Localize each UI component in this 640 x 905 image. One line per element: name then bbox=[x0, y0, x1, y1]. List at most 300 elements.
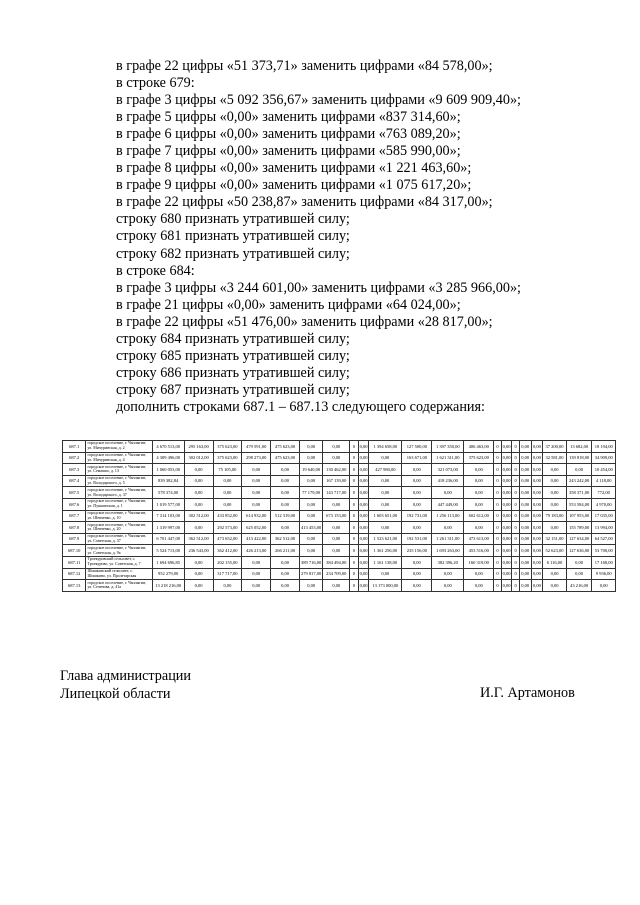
amendment-line: в графе 22 цифры «50 238,87» заменить цифрами «84 317,00»; bbox=[116, 194, 493, 211]
value-cell: 0 bbox=[350, 568, 359, 580]
value-cell: 1 394 658,00 bbox=[369, 441, 402, 453]
value-cell: 0,00 bbox=[358, 556, 369, 568]
value-cell: 0 bbox=[512, 464, 519, 476]
value-cell: 0,00 bbox=[358, 498, 369, 510]
value-cell: 0 bbox=[350, 533, 359, 545]
value-cell: 0,00 bbox=[358, 533, 369, 545]
value-cell: 43 216,00 bbox=[566, 580, 592, 592]
value-cell: 0 bbox=[350, 487, 359, 499]
value-cell: 0,00 bbox=[519, 510, 531, 522]
value-cell: 614 932,00 bbox=[242, 510, 271, 522]
amendment-line: строку 681 признать утратившей силу; bbox=[116, 228, 350, 245]
value-cell: 0,00 bbox=[323, 522, 350, 534]
value-cell: 0,00 bbox=[323, 498, 350, 510]
value-cell: 0,00 bbox=[299, 475, 322, 487]
value-cell: 17 168,00 bbox=[592, 556, 616, 568]
value-cell: 0,00 bbox=[299, 580, 322, 592]
value-cell: 0,00 bbox=[543, 475, 566, 487]
value-cell: 0,00 bbox=[531, 568, 543, 580]
amendment-text bbox=[116, 58, 616, 416]
value-cell: 0,00 bbox=[358, 475, 369, 487]
amendment-line: в графе 5 цифры «0,00» заменить цифрами «837 314,60»; bbox=[116, 109, 461, 126]
amendment-line: в строке 679: bbox=[116, 75, 195, 92]
value-cell: 0,00 bbox=[432, 522, 464, 534]
value-cell: 13 218 216,00 bbox=[152, 580, 184, 592]
amendment-line: в графе 22 цифры «51 476,00» заменить цифрами «28 817,00»; bbox=[116, 313, 493, 330]
value-cell: 0,00 bbox=[501, 545, 512, 557]
value-cell: 0,00 bbox=[242, 556, 271, 568]
row-number-cell: 687.3 bbox=[63, 464, 86, 476]
value-cell: 839 382,84 bbox=[152, 475, 184, 487]
value-cell: 1 019 577,00 bbox=[152, 498, 184, 510]
address-cell: Троекуровский сельсовет, с. Троекурово, ул. Советская, д. 7 bbox=[86, 556, 152, 568]
table-row bbox=[63, 498, 616, 510]
value-cell: 292 573,00 bbox=[213, 522, 242, 534]
value-cell: 9 936,00 bbox=[592, 568, 616, 580]
value-cell: 0,00 bbox=[358, 464, 369, 476]
value-cell: 0,00 bbox=[501, 556, 512, 568]
value-cell: 234 709,00 bbox=[323, 568, 350, 580]
value-cell: 0 bbox=[494, 510, 501, 522]
value-cell: 0,00 bbox=[271, 475, 300, 487]
value-cell: 0,00 bbox=[501, 441, 512, 453]
value-cell: 0,00 bbox=[501, 452, 512, 464]
amendment-line: в графе 6 цифры «0,00» заменить цифрами «763 089,20»; bbox=[116, 126, 461, 143]
value-cell: 0,00 bbox=[566, 556, 592, 568]
value-cell: 0,00 bbox=[531, 475, 543, 487]
value-cell: 0,00 bbox=[271, 487, 300, 499]
value-cell: 427 980,00 bbox=[369, 464, 402, 476]
value-cell: 0,00 bbox=[184, 580, 213, 592]
value-cell: 0,00 bbox=[501, 580, 512, 592]
value-cell: 0,00 bbox=[299, 545, 322, 557]
value-cell: 0,00 bbox=[271, 464, 300, 476]
amendment-line: строку 680 признать утратившей силу; bbox=[116, 211, 350, 228]
value-cell: 79 183,00 bbox=[543, 510, 566, 522]
value-cell: 0 bbox=[494, 475, 501, 487]
value-cell: 0,00 bbox=[369, 568, 402, 580]
value-cell: 0,00 bbox=[519, 556, 531, 568]
row-number-cell: 687.1 bbox=[63, 441, 86, 453]
value-cell: 4 670 513,00 bbox=[152, 441, 184, 453]
signature-position-line2: Липецкой области bbox=[60, 685, 171, 702]
value-cell: 0,00 bbox=[531, 545, 543, 557]
amendment-line: дополнить строками 687.1 – 687.13 следующего содержания: bbox=[116, 398, 485, 415]
value-cell: 426 213,00 bbox=[242, 545, 271, 557]
value-cell: 77 179,00 bbox=[299, 487, 322, 499]
value-cell: 0,00 bbox=[184, 522, 213, 534]
value-cell: 236 543,00 bbox=[184, 545, 213, 557]
value-cell: 0 bbox=[512, 441, 519, 453]
value-cell: 143 717,00 bbox=[323, 487, 350, 499]
value-cell: 0,00 bbox=[531, 498, 543, 510]
value-cell: 1 621 311,00 bbox=[432, 452, 464, 464]
address-cell: городское поселение, г. Чаплыгин, ул. Шевченко, д. 10 bbox=[86, 510, 152, 522]
value-cell: 0 bbox=[350, 464, 359, 476]
value-cell: 0,00 bbox=[242, 568, 271, 580]
amendment-line: строку 687 признать утратившей силу; bbox=[116, 381, 350, 398]
value-cell: 0,00 bbox=[501, 568, 512, 580]
value-cell: 0 bbox=[350, 580, 359, 592]
value-cell: 0,00 bbox=[501, 510, 512, 522]
value-cell: 0,00 bbox=[323, 545, 350, 557]
value-cell: 37 200,00 bbox=[543, 441, 566, 453]
value-cell: 5 524 713,00 bbox=[152, 545, 184, 557]
value-cell: 0,00 bbox=[592, 580, 616, 592]
value-cell: 0,00 bbox=[323, 452, 350, 464]
value-cell: 0,00 bbox=[369, 487, 402, 499]
value-cell: 130 462,00 bbox=[323, 464, 350, 476]
value-cell: 0,00 bbox=[271, 498, 300, 510]
value-cell: 13 994,00 bbox=[592, 522, 616, 534]
value-cell: 475 623,00 bbox=[271, 441, 300, 453]
amendment-line: в графе 9 цифры «0,00» заменить цифрами «1 075 617,20»; bbox=[116, 177, 472, 194]
value-cell: 10 454,00 bbox=[592, 464, 616, 476]
address-cell: городское поселение, г. Чаплыгин, ул. Сеченова, д. 41а bbox=[86, 580, 152, 592]
value-cell: 127 634,00 bbox=[566, 533, 592, 545]
value-cell: 13 682,00 bbox=[566, 441, 592, 453]
table-row bbox=[63, 522, 616, 534]
value-cell: 0,00 bbox=[543, 568, 566, 580]
value-cell: 625 052,00 bbox=[242, 522, 271, 534]
value-cell: 0,00 bbox=[519, 522, 531, 534]
value-cell: 0,00 bbox=[501, 475, 512, 487]
value-cell: 1 319 997,00 bbox=[152, 522, 184, 534]
value-cell: 362 412,00 bbox=[213, 545, 242, 557]
value-cell: 155 789,00 bbox=[566, 522, 592, 534]
row-number-cell: 687.10 bbox=[63, 545, 86, 557]
value-cell: 0,00 bbox=[519, 498, 531, 510]
value-cell: 479 591,00 bbox=[242, 441, 271, 453]
value-cell: 0,00 bbox=[531, 533, 543, 545]
value-cell: 1 361 256,00 bbox=[369, 545, 402, 557]
value-cell: 1 694 696,85 bbox=[152, 556, 184, 568]
value-cell: 0,00 bbox=[519, 568, 531, 580]
value-cell: 0 bbox=[494, 487, 501, 499]
value-cell: 0,00 bbox=[519, 452, 531, 464]
value-cell: 0,00 bbox=[531, 452, 543, 464]
value-cell: 0,00 bbox=[566, 568, 592, 580]
amendment-line: в графе 22 цифры «51 373,71» заменить цифрами «84 578,00»; bbox=[116, 58, 493, 74]
value-cell: 0,00 bbox=[501, 487, 512, 499]
value-cell: 0 bbox=[512, 545, 519, 557]
value-cell: 0,00 bbox=[299, 452, 322, 464]
value-cell: 406 463,00 bbox=[464, 441, 494, 453]
value-cell: 0,00 bbox=[358, 580, 369, 592]
value-cell: 6 116,00 bbox=[543, 556, 566, 568]
value-cell: 0,00 bbox=[358, 452, 369, 464]
table-row bbox=[63, 464, 616, 476]
value-cell: 75 105,00 bbox=[213, 464, 242, 476]
row-number-cell: 687.9 bbox=[63, 533, 86, 545]
value-cell: 0,00 bbox=[531, 556, 543, 568]
value-cell: 163 671,00 bbox=[402, 452, 432, 464]
value-cell: 0,00 bbox=[501, 498, 512, 510]
table-row bbox=[63, 545, 616, 557]
value-cell: 0 bbox=[350, 452, 359, 464]
value-cell: 127 500,00 bbox=[402, 441, 432, 453]
value-cell: 1 060 053,00 bbox=[152, 464, 184, 476]
amendment-line: в строке 684: bbox=[116, 262, 195, 279]
value-cell: 0,00 bbox=[543, 498, 566, 510]
address-cell: городское поселение, г. Чаплыгин, ул. Володарского, д. 5 bbox=[86, 475, 152, 487]
value-cell: 362 512,00 bbox=[271, 533, 300, 545]
address-cell: Шишкинский сельсовет, с. Шишкино, ул. Пролетарская bbox=[86, 568, 152, 580]
value-cell: 0,00 bbox=[213, 487, 242, 499]
value-cell: 475 623,00 bbox=[271, 452, 300, 464]
value-cell: 0 bbox=[350, 556, 359, 568]
signature-position-line1: Глава администрации bbox=[60, 668, 191, 684]
row-number-cell: 687.13 bbox=[63, 580, 86, 592]
value-cell: 0,00 bbox=[358, 441, 369, 453]
value-cell: 32 151,00 bbox=[543, 533, 566, 545]
value-cell: 0,00 bbox=[531, 522, 543, 534]
value-cell: 13 173 000,00 bbox=[369, 580, 402, 592]
value-cell: 192 531,00 bbox=[402, 533, 432, 545]
value-cell: 0 bbox=[494, 556, 501, 568]
value-cell: 0 bbox=[494, 522, 501, 534]
value-cell: 1 397 350,00 bbox=[432, 441, 464, 453]
value-cell: 0,00 bbox=[358, 487, 369, 499]
value-cell: 0,00 bbox=[358, 510, 369, 522]
signature-position bbox=[60, 668, 191, 703]
value-cell: 0,00 bbox=[184, 498, 213, 510]
amendment-line: в графе 21 цифры «0,00» заменить цифрами «64 024,00»; bbox=[116, 296, 461, 313]
value-cell: 298 273,00 bbox=[242, 452, 271, 464]
value-cell: 0,00 bbox=[519, 487, 531, 499]
value-cell: 34 909,00 bbox=[592, 452, 616, 464]
value-cell: 0,00 bbox=[184, 487, 213, 499]
value-cell: 302 012,00 bbox=[184, 452, 213, 464]
value-cell: 0,00 bbox=[369, 452, 402, 464]
value-cell: 0,00 bbox=[402, 498, 432, 510]
value-cell: 317 717,00 bbox=[213, 568, 242, 580]
address-cell: городское поселение, г. Чаплыгин, ул. Володарского, д. 37 bbox=[86, 487, 152, 499]
value-cell: 0,00 bbox=[184, 475, 213, 487]
value-cell: 0 bbox=[512, 533, 519, 545]
value-cell: 0,00 bbox=[519, 580, 531, 592]
table-row bbox=[63, 441, 616, 453]
address-cell: городское поселение, г. Чаплыгин, ул. Мичуринская, д. 2 bbox=[86, 441, 152, 453]
table-row bbox=[63, 487, 616, 499]
value-cell: 0 bbox=[494, 533, 501, 545]
value-cell: 0,00 bbox=[242, 498, 271, 510]
value-cell: 0,00 bbox=[369, 475, 402, 487]
value-cell: 0,00 bbox=[299, 441, 322, 453]
value-cell: 413 453,00 bbox=[299, 522, 322, 534]
value-cell: 4 118,00 bbox=[592, 475, 616, 487]
value-cell: 0,00 bbox=[184, 568, 213, 580]
table-row bbox=[63, 452, 616, 464]
value-cell: 0,00 bbox=[213, 580, 242, 592]
value-cell: 0,00 bbox=[464, 522, 494, 534]
amendment-line: строку 684 признать утратившей силу; bbox=[116, 330, 350, 347]
value-cell: 0,00 bbox=[464, 580, 494, 592]
value-cell: 0,00 bbox=[358, 568, 369, 580]
value-cell: 433 852,00 bbox=[213, 510, 242, 522]
value-cell: 0,00 bbox=[464, 475, 494, 487]
value-cell: 0,00 bbox=[271, 556, 300, 568]
value-cell: 0,00 bbox=[242, 464, 271, 476]
amendment-line: в графе 7 цифры «0,00» заменить цифрами «585 990,00»; bbox=[116, 143, 461, 160]
table-row bbox=[63, 580, 616, 592]
value-cell: 0,00 bbox=[242, 475, 271, 487]
value-cell: 0,00 bbox=[464, 464, 494, 476]
row-number-cell: 687.4 bbox=[63, 475, 86, 487]
value-cell: 139 818,00 bbox=[566, 452, 592, 464]
data-table-wrapper bbox=[62, 440, 616, 592]
value-cell: 0,00 bbox=[464, 568, 494, 580]
row-number-cell: 687.7 bbox=[63, 510, 86, 522]
value-cell: 382 396,20 bbox=[432, 556, 464, 568]
address-cell: городское поселение, г. Чаплыгин, ул. Пушкинская, д. 1 bbox=[86, 498, 152, 510]
value-cell: 384 494,00 bbox=[323, 556, 350, 568]
value-cell: 0 bbox=[494, 545, 501, 557]
address-cell: городское поселение, г. Чаплыгин, ул. Мичуринская, д. 4 bbox=[86, 452, 152, 464]
value-cell: 0 bbox=[494, 441, 501, 453]
value-cell: 0,00 bbox=[299, 510, 322, 522]
value-cell: 0,00 bbox=[501, 533, 512, 545]
value-cell: 0 bbox=[512, 580, 519, 592]
address-cell: городское поселение, г. Чаплыгин, ул. Семашко, д. 13 bbox=[86, 464, 152, 476]
value-cell: 0,00 bbox=[402, 556, 432, 568]
value-cell: 0,00 bbox=[432, 580, 464, 592]
value-cell: 0,00 bbox=[358, 545, 369, 557]
value-cell: 0,00 bbox=[543, 522, 566, 534]
value-cell: 19 640,00 bbox=[299, 464, 322, 476]
table-row bbox=[63, 475, 616, 487]
value-cell: 127 636,00 bbox=[566, 545, 592, 557]
value-cell: 0 bbox=[350, 475, 359, 487]
value-cell: 18 194,00 bbox=[592, 441, 616, 453]
value-cell: 0,00 bbox=[543, 464, 566, 476]
address-cell: городское поселение, г. Чаплыгин, ул. Советская, д. 37 bbox=[86, 533, 152, 545]
value-cell: 1 161 138,00 bbox=[369, 556, 402, 568]
value-cell: 4 309 496,00 bbox=[152, 452, 184, 464]
value-cell: 0,00 bbox=[213, 475, 242, 487]
value-cell: 512 319,00 bbox=[271, 510, 300, 522]
value-cell: 375 623,00 bbox=[213, 441, 242, 453]
value-cell: 302 512,00 bbox=[184, 510, 213, 522]
address-cell: городское поселение, г. Чаплыгин, ул. Шевченко, д. 20 bbox=[86, 522, 152, 534]
value-cell: 243 242,00 bbox=[566, 475, 592, 487]
value-cell: 192 731,00 bbox=[402, 510, 432, 522]
value-cell: 0,00 bbox=[184, 556, 213, 568]
value-cell: 0,00 bbox=[402, 568, 432, 580]
value-cell: 7 314 103,00 bbox=[152, 510, 184, 522]
value-cell: 0,00 bbox=[402, 475, 432, 487]
value-cell: 1 261 311,00 bbox=[432, 533, 464, 545]
value-cell: 0 bbox=[512, 487, 519, 499]
value-cell: 0,00 bbox=[402, 580, 432, 592]
value-cell: 358 371,00 bbox=[566, 487, 592, 499]
value-cell: 0 bbox=[512, 475, 519, 487]
value-cell: 0,00 bbox=[402, 464, 432, 476]
value-cell: 0 bbox=[512, 568, 519, 580]
value-cell: 0,00 bbox=[432, 568, 464, 580]
value-cell: 0,00 bbox=[369, 522, 402, 534]
value-cell: 0,00 bbox=[299, 498, 322, 510]
value-cell: 0,00 bbox=[369, 498, 402, 510]
value-cell: 0,00 bbox=[464, 498, 494, 510]
value-cell: 321 073,00 bbox=[432, 464, 464, 476]
amendment-line: в графе 3 цифры «3 244 601,00» заменить цифрами «3 285 966,00»; bbox=[116, 279, 521, 296]
value-cell: 0,00 bbox=[242, 580, 271, 592]
value-cell: 0,00 bbox=[519, 475, 531, 487]
value-cell: 53 700,00 bbox=[592, 545, 616, 557]
value-cell: 0 bbox=[494, 498, 501, 510]
value-cell: 0,00 bbox=[358, 522, 369, 534]
amendment-line: в графе 8 цифры «0,00» заменить цифрами «1 221 463,60»; bbox=[116, 160, 472, 177]
value-cell: 0,00 bbox=[543, 487, 566, 499]
value-cell: 32 581,00 bbox=[543, 452, 566, 464]
value-cell: 0 bbox=[350, 441, 359, 453]
value-cell: 17 035,00 bbox=[592, 510, 616, 522]
value-cell: 0 bbox=[512, 522, 519, 534]
value-cell: 0,00 bbox=[543, 580, 566, 592]
value-cell: 1 603 651,00 bbox=[369, 510, 402, 522]
row-number-cell: 687.6 bbox=[63, 498, 86, 510]
table-row bbox=[63, 510, 616, 522]
value-cell: 0 bbox=[350, 545, 359, 557]
value-cell: 0,00 bbox=[464, 487, 494, 499]
value-cell: 52 623,00 bbox=[543, 545, 566, 557]
value-cell: 553 584,00 bbox=[566, 498, 592, 510]
value-cell: 0,00 bbox=[213, 498, 242, 510]
value-cell: 0 bbox=[350, 522, 359, 534]
value-cell: 0 bbox=[512, 556, 519, 568]
value-cell: 6 701 447,00 bbox=[152, 533, 184, 545]
value-cell: 64 527,00 bbox=[592, 533, 616, 545]
value-cell: 0,00 bbox=[566, 464, 592, 476]
value-cell: 1 256 113,00 bbox=[432, 510, 464, 522]
amendment-line: строку 682 признать утратившей силу; bbox=[116, 245, 350, 262]
value-cell: 160 319,00 bbox=[464, 556, 494, 568]
value-cell: 602 612,00 bbox=[464, 510, 494, 522]
value-cell: 0 bbox=[350, 510, 359, 522]
value-cell: 107 953,00 bbox=[566, 510, 592, 522]
value-cell: 673 153,00 bbox=[323, 510, 350, 522]
value-cell: 0,00 bbox=[432, 487, 464, 499]
value-cell: 167 139,00 bbox=[323, 475, 350, 487]
value-cell: 0,00 bbox=[323, 533, 350, 545]
value-cell: 375 623,00 bbox=[213, 452, 242, 464]
value-cell: 0,00 bbox=[531, 487, 543, 499]
value-cell: 0,00 bbox=[271, 568, 300, 580]
value-cell: 0 bbox=[512, 498, 519, 510]
value-cell: 0,00 bbox=[184, 464, 213, 476]
value-cell: 202 155,00 bbox=[213, 556, 242, 568]
value-cell: 0,00 bbox=[531, 441, 543, 453]
value-cell: 0,00 bbox=[531, 580, 543, 592]
value-cell: 0,00 bbox=[501, 522, 512, 534]
table-row bbox=[63, 568, 616, 580]
value-cell: 453 516,00 bbox=[464, 545, 494, 557]
value-cell: 0,00 bbox=[519, 545, 531, 557]
value-cell: 0 bbox=[494, 464, 501, 476]
value-cell: 0,00 bbox=[242, 487, 271, 499]
value-cell: 0 bbox=[350, 498, 359, 510]
data-table bbox=[62, 440, 616, 592]
value-cell: 0 bbox=[512, 510, 519, 522]
table-row bbox=[63, 556, 616, 568]
row-number-cell: 687.5 bbox=[63, 487, 86, 499]
value-cell: 473 613,00 bbox=[464, 533, 494, 545]
value-cell: 0,00 bbox=[519, 441, 531, 453]
value-cell: 0,00 bbox=[402, 487, 432, 499]
value-cell: 279 817,00 bbox=[299, 568, 322, 580]
value-cell: 413 422,00 bbox=[242, 533, 271, 545]
